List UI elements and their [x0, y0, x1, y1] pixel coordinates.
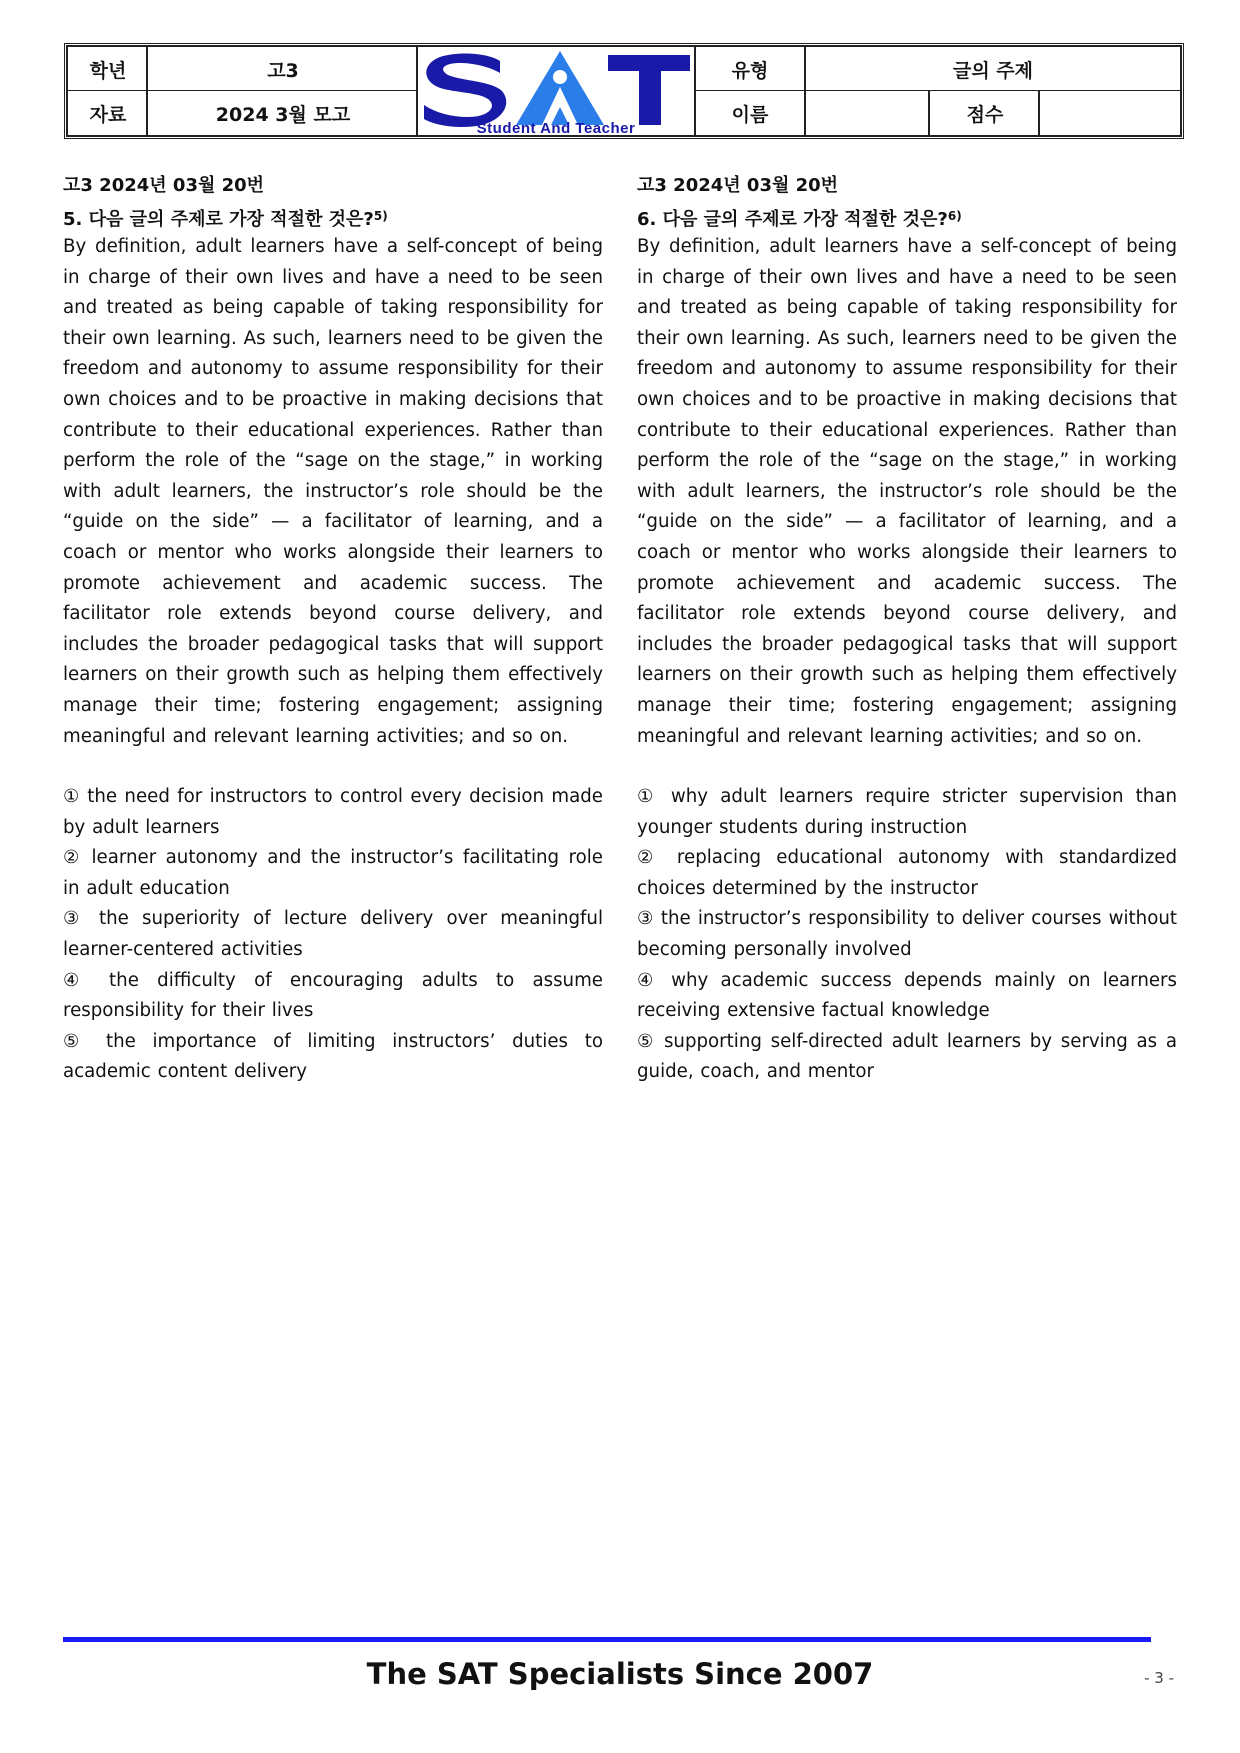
type-label: 유형 [731, 59, 769, 82]
question-title: 5. 다음 글의 주제로 가장 적절한 것은?$^{5)}$ [63, 209, 388, 230]
passage-text: By definition, adult learners have a self-concept of being in charge of their own lives and have a need to be seen and treated as being capable of taking responsibility for their own learning. As such, learners need to be given the freedom and autonomy to assume responsibility for their own choices and to be proactive in making decisions that contribute to their educational experiences. Rather than perform the role of the “sage on the stage,” in working with adult learners, the instructor’s role should be the “guide on the side” — a facilitator of learning, and a coach or mentor who works alongside their learners to promote achievement and academic success. The facilitator role extends beyond course delivery, and includes the broader pedagogical tasks that will support learners on their growth such as helping them effectively manage their time; fostering engagement; assigning meaningful and relevant learning activities; and so on. [63, 236, 603, 747]
footer-slogan: The SAT Specialists Since 2007 [366, 1657, 874, 1691]
choice-3[interactable]: ③ the instructor’s responsibility to deliver courses without becoming personally involved [637, 908, 1177, 961]
grade-value: 고3 [267, 59, 299, 82]
question-source: 고3 2024년 03월 20번 [63, 175, 265, 196]
logo-subtitle: Student And Teacher [476, 120, 636, 135]
name-field[interactable] [806, 91, 930, 135]
question-5 [63, 171, 603, 1088]
sat-logo [418, 47, 694, 135]
footer-divider [63, 1637, 1151, 1642]
header-table [66, 45, 1182, 137]
material-value: 2024 3월 모고 [215, 103, 351, 126]
question-6 [637, 171, 1177, 1088]
choice-5[interactable]: ⑤ the importance of limiting instructors’ duties to academic content delivery [63, 1030, 603, 1083]
choice-3[interactable]: ③ the superiority of lecture delivery over meaningful learner-centered activities [63, 908, 603, 961]
score-label: 점수 [966, 103, 1004, 126]
choice-1[interactable]: ① why adult learners require stricter supervision than younger students during instruction [637, 786, 1177, 838]
choice-5[interactable]: ⑤ supporting self-directed adult learners by serving as a guide, coach, and mentor [637, 1030, 1177, 1083]
choice-4[interactable]: ④ why academic success depends mainly on learners receiving extensive factual knowledge [637, 969, 1177, 1022]
sat-logo-graphic [418, 47, 694, 135]
choice-list [637, 782, 1177, 1088]
choice-2[interactable]: ② replacing educational autonomy with standardized choices determined by the instructor [637, 847, 1177, 899]
footnote-marker: 5) [373, 209, 388, 223]
name-label: 이름 [731, 103, 769, 126]
question-title: 6. 다음 글의 주제로 가장 적절한 것은?$^{6)}$ [637, 209, 962, 230]
choice-4[interactable]: ④ the difficulty of encouraging adults to assume responsibility for their lives [63, 969, 603, 1022]
question-source: 고3 2024년 03월 20번 [637, 175, 839, 196]
footnote-marker: 6) [947, 209, 962, 223]
choice-2[interactable]: ② learner autonomy and the instructor’s facilitating role in adult education [63, 847, 603, 899]
material-label: 자료 [89, 103, 127, 126]
score-field[interactable] [1040, 91, 1180, 135]
grade-label: 학년 [89, 59, 127, 82]
choice-list [63, 782, 603, 1088]
page-number: - 3 - [1144, 1669, 1174, 1687]
choice-1[interactable]: ① the need for instructors to control every decision made by adult learners [63, 786, 603, 838]
type-value: 글의 주제 [952, 59, 1034, 82]
passage-text: By definition, adult learners have a self-concept of being in charge of their own lives and have a need to be seen and treated as being capable of taking responsibility for their own learning. As such, learners need to be given the freedom and autonomy to assume responsibility for their own choices and to be proactive in making decisions that contribute to their educational experiences. Rather than perform the role of the “sage on the stage,” in working with adult learners, the instructor’s role should be the “guide on the side” — a facilitator of learning, and a coach or mentor who works alongside their learners to promote achievement and academic success. The facilitator role extends beyond course delivery, and includes the broader pedagogical tasks that will support learners on their growth such as helping them effectively manage their time; fostering engagement; assigning meaningful and relevant learning activities; and so on. [637, 236, 1177, 747]
